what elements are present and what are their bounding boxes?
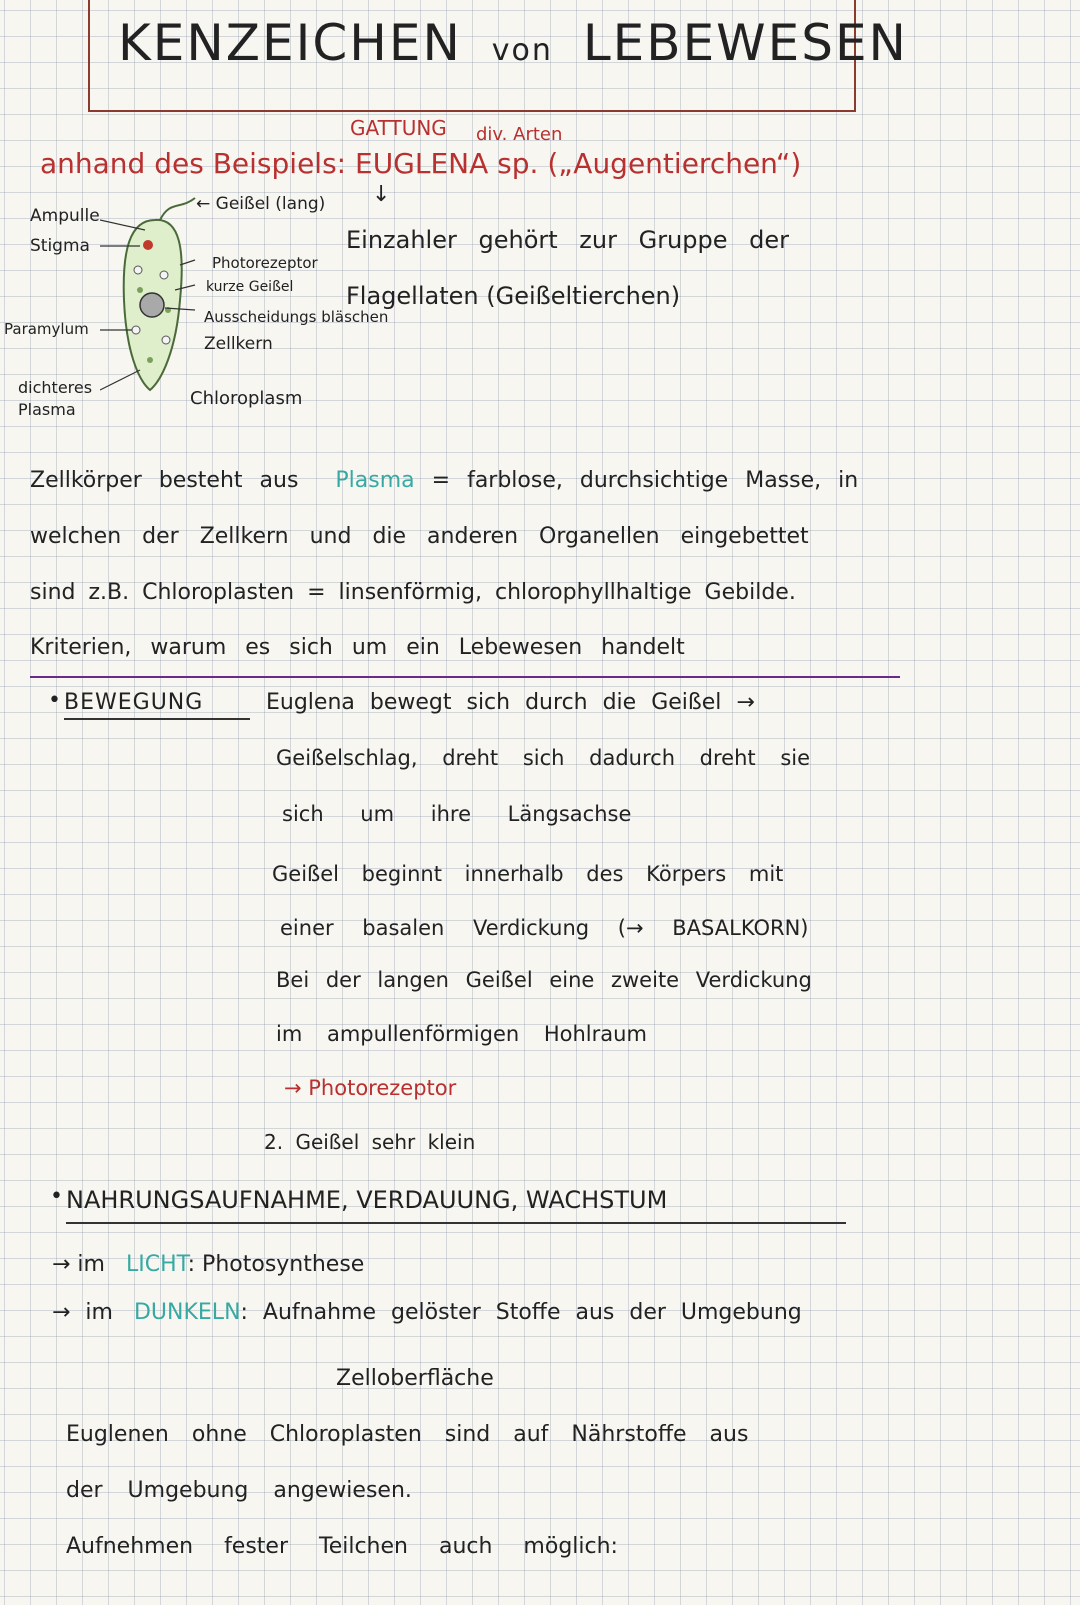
label-ausscheidung: Ausscheidungs bläschen	[204, 308, 389, 326]
kriterien-underline	[30, 676, 900, 678]
bewegung-line-2: Geißelschlag, dreht sich dadurch dreht sie	[276, 746, 811, 770]
licht-text: : Photosynthese	[187, 1252, 365, 1277]
nahrung-bullet: •	[50, 1184, 63, 1209]
dunkel-line2: Zelloberfläche	[336, 1366, 494, 1391]
einzeller-line1: Einzahler gehört zur Gruppe der	[346, 226, 789, 254]
bewegung-line-6: Bei der langen Geißel eine zweite Verdickung	[276, 968, 812, 992]
bewegung-line-5: einer basalen Verdickung (→ BASALKORN)	[280, 916, 809, 940]
gattung-label: GATTUNG	[350, 116, 447, 140]
title-part3: LEBEWESEN	[582, 14, 908, 72]
zellkorper-line1	[30, 470, 858, 492]
intro-line: anhand des Beispiels: EUGLENA sp. („Augentierchen“)	[40, 147, 802, 180]
bewegung-line-1: Euglena bewegt sich durch die Geißel →	[266, 690, 755, 715]
nucleus	[140, 293, 164, 317]
page-title	[118, 14, 908, 72]
label-plasma-left: Plasma	[18, 400, 76, 419]
label-zellkern: Zellkern	[204, 334, 273, 354]
nahrung-heading: NAHRUNGSAUFNAHME, VERDAUUNG, WACHSTUM	[66, 1186, 668, 1214]
licht-line	[52, 1254, 364, 1276]
kriterien-line: Kriterien, warum es sich um ein Lebewesen handelt	[30, 635, 685, 660]
bewegung-line-7: im ampullenförmigen Hohlraum	[276, 1022, 647, 1046]
einzeller-line2: Flagellaten (Geißeltierchen)	[346, 282, 681, 310]
title-part2: von	[491, 33, 553, 68]
label-photorezeptor: Photorezeptor	[212, 254, 318, 272]
label-chloroplasm: Chloroplasm	[190, 388, 303, 409]
label-ampulle: Ampulle	[30, 206, 100, 226]
bewegung-line-3: sich um ihre Längsachse	[282, 802, 632, 826]
nahrung-underline	[66, 1222, 846, 1224]
licht-prefix: → im	[52, 1252, 105, 1277]
dunkel-term: DUNKELN	[133, 1300, 241, 1325]
flagellum	[160, 198, 195, 220]
bewegung-bullet: •	[48, 688, 61, 713]
bewegung-line-4: Geißel beginnt innerhalb des Körpers mit	[272, 862, 784, 886]
euglena-diagram	[100, 190, 230, 410]
zellkorper-line2: welchen der Zellkern und die anderen Organellen eingebettet	[30, 524, 809, 549]
bewegung-last: 2. Geißel sehr klein	[264, 1130, 476, 1154]
dunkel-prefix: → im	[52, 1300, 113, 1325]
plasma-definition: = farblose, durchsichtige Masse, in	[431, 468, 859, 493]
arten-label: div. Arten	[476, 124, 563, 145]
bewegung-heading: BEWEGUNG	[64, 690, 204, 715]
zellkorper-line3: sind z.B. Chloroplasten = linsenförmig, chlorophyllhaltige Gebilde.	[30, 580, 796, 605]
nahrung-para3: Aufnehmen fester Teilchen auch möglich:	[66, 1534, 618, 1559]
nahrung-para1: Euglenen ohne Chloroplasten sind auf Nährstoffe aus	[66, 1422, 749, 1447]
nahrung-para2: der Umgebung angewiesen.	[66, 1478, 412, 1503]
label-dichteres: dichteres	[18, 378, 93, 397]
bewegung-underline	[64, 718, 250, 720]
label-geissel-lang: ← Geißel (lang)	[196, 194, 326, 214]
label-paramylum: Paramylum	[4, 320, 89, 338]
label-kurze-geissel: kurze Geißel	[206, 279, 294, 295]
licht-term: LICHT	[125, 1252, 188, 1277]
photorezeptor-note: → Photorezeptor	[284, 1076, 457, 1100]
zellkorper-lead: Zellkörper besteht aus	[30, 468, 299, 493]
dunkel-line	[52, 1302, 802, 1324]
stigma-dot	[143, 240, 153, 250]
dunkel-text: : Aufnahme gelöster Stoffe aus der Umgebung	[240, 1300, 802, 1325]
plasma-term: Plasma	[335, 468, 415, 493]
title-part1: KENZEICHEN	[118, 14, 462, 72]
label-stigma: Stigma	[30, 236, 90, 256]
down-arrow: ↓	[372, 182, 391, 207]
